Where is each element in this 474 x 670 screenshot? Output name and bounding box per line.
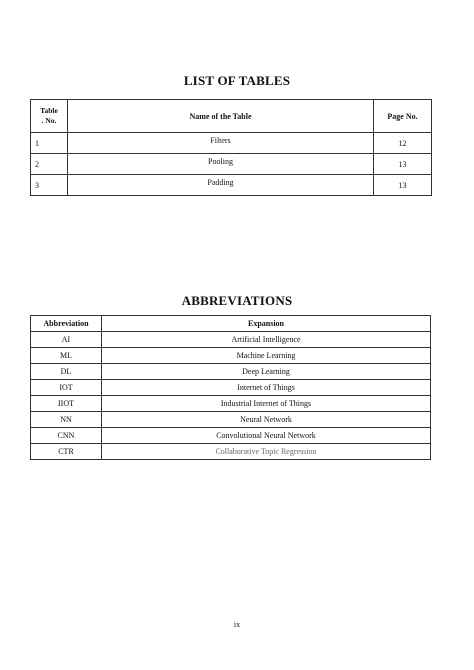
table-name-text: Padding xyxy=(207,177,234,187)
abbreviation-cell: CTR xyxy=(31,444,102,460)
header-table-no-line1: Table xyxy=(40,106,58,115)
table-row xyxy=(31,175,432,196)
abbreviation-cell: IOT xyxy=(31,380,102,396)
table-row xyxy=(31,412,431,428)
table-name-cell xyxy=(68,154,374,175)
expansion-cell: Artificial Intelligence xyxy=(102,332,431,348)
table-row xyxy=(31,133,432,154)
column-header-table-no xyxy=(31,100,68,133)
table-no-cell: 3 xyxy=(31,175,68,196)
table-name-cell xyxy=(68,133,374,154)
table-row xyxy=(31,396,431,412)
column-header-expansion: Expansion xyxy=(102,316,431,332)
table-row xyxy=(31,380,431,396)
table-row xyxy=(31,348,431,364)
page-no-cell: 13 xyxy=(374,154,432,175)
page-no-cell: 13 xyxy=(374,175,432,196)
abbreviation-cell: AI xyxy=(31,332,102,348)
table-no-cell: 2 xyxy=(31,154,68,175)
header-table-no-line2: . No. xyxy=(41,116,57,125)
table-name-text: Filters xyxy=(210,135,231,145)
abbreviation-cell: NN xyxy=(31,412,102,428)
list-of-tables-heading: LIST OF TABLES xyxy=(183,73,291,88)
abbreviation-cell: CNN xyxy=(31,428,102,444)
table-row xyxy=(31,428,431,444)
table-row xyxy=(31,444,431,460)
column-header-page-no: Page No. xyxy=(374,100,432,133)
table-row xyxy=(31,154,432,175)
table-header-row xyxy=(31,100,432,133)
expansion-cell: Industrial Internet of Things xyxy=(102,396,431,412)
page-no-cell: 12 xyxy=(374,133,432,154)
expansion-cell: Machine Learning xyxy=(102,348,431,364)
abbreviation-cell: IIOT xyxy=(31,396,102,412)
column-header-abbreviation: Abbreviation xyxy=(31,316,102,332)
table-no-cell: 1 xyxy=(31,133,68,154)
expansion-cell: Convolutional Neural Network xyxy=(102,428,431,444)
expansion-cell: Deep Learning xyxy=(102,364,431,380)
table-row xyxy=(31,332,431,348)
abbreviation-cell: ML xyxy=(31,348,102,364)
page-number: ix xyxy=(233,620,241,629)
abbreviations-heading: ABBREVIATIONS xyxy=(181,293,293,308)
table-row xyxy=(31,364,431,380)
abbreviation-cell: DL xyxy=(31,364,102,380)
table-name-cell xyxy=(68,175,374,196)
list-of-tables-table xyxy=(30,99,432,196)
expansion-cell: Internet of Things xyxy=(102,380,431,396)
table-header-row xyxy=(31,316,431,332)
expansion-cell: Collaborative Topic Regression xyxy=(102,444,431,460)
column-header-name: Name of the Table xyxy=(68,100,374,133)
table-name-text: Pooling xyxy=(208,156,233,166)
expansion-cell: Neural Network xyxy=(102,412,431,428)
abbreviations-table xyxy=(30,315,431,460)
